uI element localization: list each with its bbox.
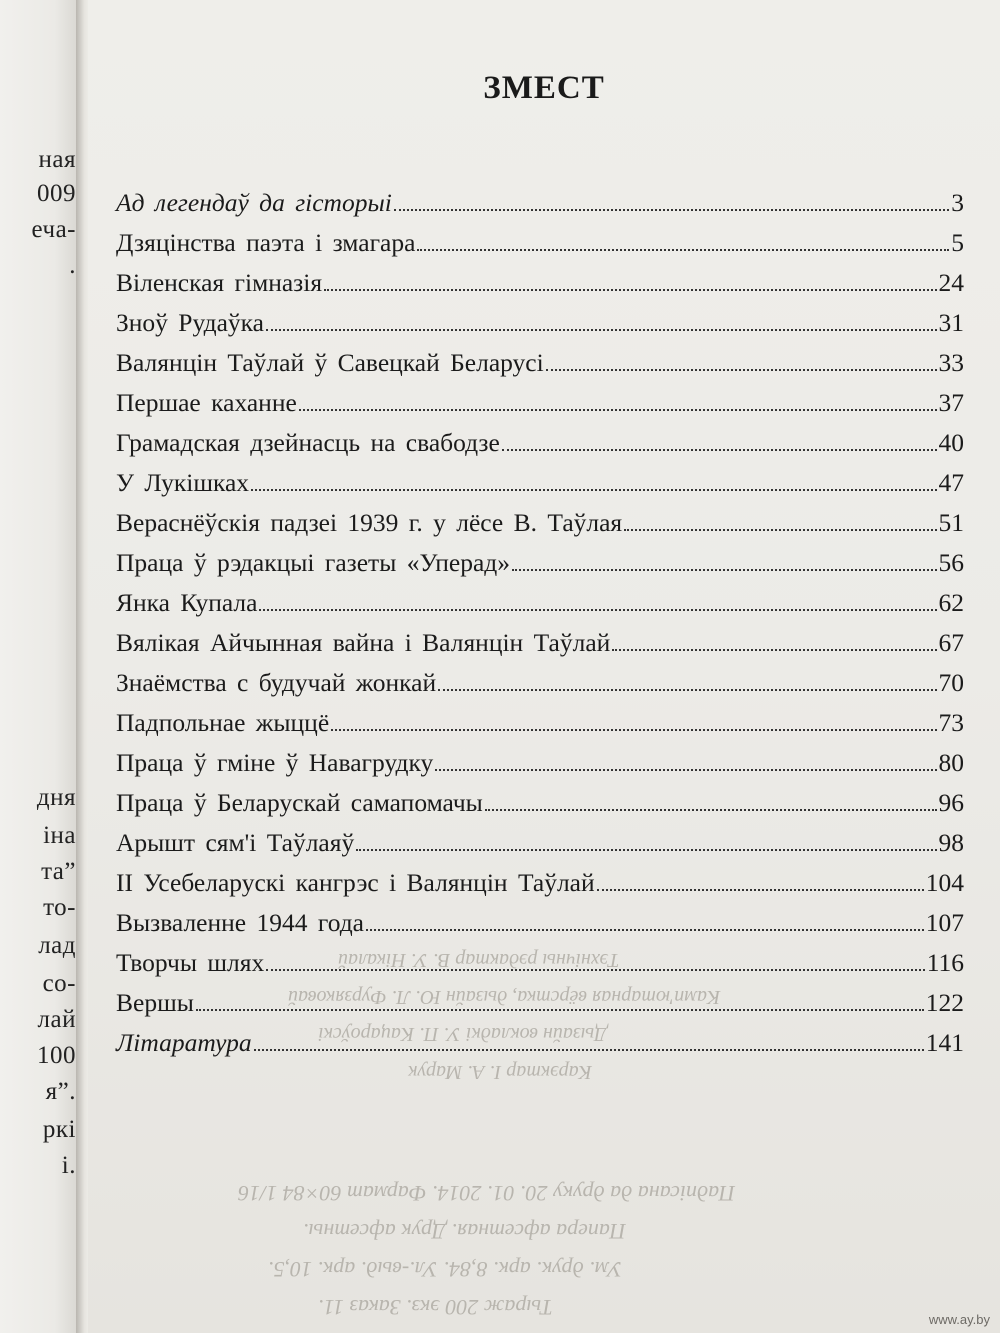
toc-entry-title: Арышт сям'і Таўлаяў xyxy=(116,828,355,857)
toc-entry xyxy=(116,218,964,258)
toc-dot-leader xyxy=(512,569,936,571)
toc-entry-title: Літаратура xyxy=(116,1028,252,1057)
left-page xyxy=(0,0,78,1333)
toc-entry-page-number: 122 xyxy=(925,988,964,1017)
toc-entry xyxy=(116,178,964,218)
right-page xyxy=(88,0,1000,1333)
bleed-through-line: Камп'ютарная вёрстка, дызайн Ю. Л. Фурзяковай xyxy=(288,986,721,1008)
toc-dot-leader xyxy=(438,689,936,691)
toc-dot-leader xyxy=(485,809,937,811)
left-page-text-fragment: 100 xyxy=(37,1042,76,1069)
toc-entry-title: Вершы xyxy=(116,988,194,1017)
toc-entry-page-number: 56 xyxy=(938,548,964,577)
left-page-text-fragment: со- xyxy=(42,970,76,997)
toc-dot-leader xyxy=(196,1009,924,1011)
toc-entry xyxy=(116,1018,964,1058)
watermark: www.ay.by xyxy=(928,1312,990,1327)
toc-entry-title: Творчы шлях xyxy=(116,948,265,977)
toc-dot-leader xyxy=(254,1049,924,1051)
toc-entry-page-number: 141 xyxy=(925,1028,964,1057)
toc-entry-title: Вызваленне 1944 года xyxy=(116,908,364,937)
left-page-text-fragment: . xyxy=(69,252,76,279)
toc-entry-title: У Лукішках xyxy=(116,468,250,497)
bleed-through-line: Падпісана да друку 20. 01. 2014. Фармат 60×84 1/16 xyxy=(238,1181,736,1206)
toc-dot-leader xyxy=(331,729,936,731)
toc-entry xyxy=(116,298,964,338)
toc-entry-title: Першае каханне xyxy=(116,388,297,417)
toc-entry xyxy=(116,778,964,818)
toc-dot-leader xyxy=(597,889,924,891)
left-page-text-fragment: еча- xyxy=(31,216,76,243)
toc-entry xyxy=(116,618,964,658)
toc-entry-title: Знаёмства с будучай жонкай xyxy=(116,668,437,697)
toc-entry-page-number: 37 xyxy=(938,388,964,417)
toc-entry-page-number: 3 xyxy=(951,188,964,217)
toc-dot-leader xyxy=(502,449,937,451)
toc-entry-page-number: 51 xyxy=(938,508,964,537)
left-page-text-fragment: лад xyxy=(38,932,76,959)
toc-entry-page-number: 107 xyxy=(925,908,964,937)
toc-dot-leader xyxy=(435,769,936,771)
toc-entry-page-number: 5 xyxy=(951,228,964,257)
toc-entry xyxy=(116,938,964,978)
toc-entry-page-number: 33 xyxy=(938,348,964,377)
bleed-through-line: Ум. друк. арк. 8,84. Ул.-выд. арк. 10,5. xyxy=(268,1257,623,1282)
toc-entry-page-number: 80 xyxy=(938,748,964,777)
toc-entry-title: Дзяцінства паэта і змагара xyxy=(116,228,416,257)
toc-entry-title: Вялікая Айчынная вайна і Валянцін Таўлай xyxy=(116,628,611,657)
toc-entry xyxy=(116,898,964,938)
toc-entry-page-number: 98 xyxy=(938,828,964,857)
toc-entry-page-number: 73 xyxy=(938,708,964,737)
bleed-through-line: Папера афсетная. Друк афсетны. xyxy=(303,1219,626,1244)
toc-dot-leader xyxy=(299,409,937,411)
toc-entry-title: Праца ў Беларускай самапомачы xyxy=(116,788,483,817)
left-page-text-fragment: лай xyxy=(37,1006,76,1033)
toc-entry xyxy=(116,498,964,538)
toc-entry xyxy=(116,978,964,1018)
toc-dot-leader xyxy=(612,649,936,651)
left-page-text-fragment: я”. xyxy=(45,1078,76,1105)
toc-entry xyxy=(116,378,964,418)
toc-dot-leader xyxy=(266,969,924,971)
toc-entry-title: Зноў Рудаўка xyxy=(116,308,264,337)
toc-entry-title: Праца ў гміне ў Навагрудку xyxy=(116,748,434,777)
toc-entry xyxy=(116,698,964,738)
toc-dot-leader xyxy=(356,849,936,851)
toc-entry-page-number: 24 xyxy=(938,268,964,297)
left-page-text-fragment: і. xyxy=(61,1152,76,1179)
toc-entry xyxy=(116,578,964,618)
toc-entry xyxy=(116,858,964,898)
bleed-through-line: Тыраж 200 экз. Заказ 11. xyxy=(318,1295,553,1320)
left-page-text-fragment: то- xyxy=(43,894,76,921)
toc-dot-leader xyxy=(624,529,936,531)
toc-entry-page-number: 70 xyxy=(938,668,964,697)
left-page-text-fragment: 009 xyxy=(37,180,76,207)
toc-dot-leader xyxy=(366,929,924,931)
toc-entry xyxy=(116,338,964,378)
bleed-through-line: Карэктар І. А. Марук xyxy=(408,1061,592,1083)
toc-entry-page-number: 116 xyxy=(926,948,964,977)
toc-entry xyxy=(116,738,964,778)
toc-dot-leader xyxy=(546,369,937,371)
toc-dot-leader xyxy=(324,289,936,291)
left-page-text-fragment: іна xyxy=(43,822,76,849)
toc-entry-title: Праца ў рэдакцыі газеты «Уперад» xyxy=(116,548,511,577)
toc-entry-page-number: 47 xyxy=(938,468,964,497)
toc-entry xyxy=(116,258,964,298)
page-title: ЗМЕСТ xyxy=(483,70,605,106)
toc-entry-title: Віленская гімназія xyxy=(116,268,323,297)
toc-entry-title: ІІ Усебеларускі кангрэс і Валянцін Таўлай xyxy=(116,868,595,897)
left-page-text-fragment: ная xyxy=(38,146,76,173)
toc-entry-page-number: 96 xyxy=(938,788,964,817)
toc-entry xyxy=(116,818,964,858)
toc-entry xyxy=(116,538,964,578)
left-page-text-fragment: ркі xyxy=(42,1116,76,1143)
left-page-text-fragment: та” xyxy=(41,858,76,885)
toc-dot-leader xyxy=(266,329,937,331)
toc-entry-title: Вераснёўскія падзеі 1939 г. у лёсе В. Таўлая xyxy=(116,508,623,537)
toc-entry-title: Янка Купала xyxy=(116,588,258,617)
toc-entry-title: Валянцін Таўлай ў Савецкай Беларусі xyxy=(116,348,544,377)
bleed-through-line: Тэхнічны рэдактар В. У. Нікалай xyxy=(338,949,620,971)
toc-dot-leader xyxy=(417,249,949,251)
toc-entry xyxy=(116,458,964,498)
toc-entry-page-number: 67 xyxy=(938,628,964,657)
bleed-through-line: Дызайн вокладкі У. П. Кацароўскі xyxy=(318,1023,607,1045)
toc-entry-title: Ад легендаў да гісторыі xyxy=(116,188,392,217)
toc-entry xyxy=(116,658,964,698)
left-page-text-fragment: дня xyxy=(36,784,76,811)
toc-entry-title: Грамадская дзейнасць на свабодзе xyxy=(116,428,500,457)
toc-entry-title: Падпольнае жыццё xyxy=(116,708,330,737)
toc-entry-page-number: 40 xyxy=(938,428,964,457)
toc-dot-leader xyxy=(394,209,949,211)
toc-dot-leader xyxy=(259,609,936,611)
toc-entry-page-number: 31 xyxy=(938,308,964,337)
toc-entry xyxy=(116,418,964,458)
toc-entry-page-number: 104 xyxy=(925,868,964,897)
toc-entry-page-number: 62 xyxy=(938,588,964,617)
toc-dot-leader xyxy=(251,489,936,491)
